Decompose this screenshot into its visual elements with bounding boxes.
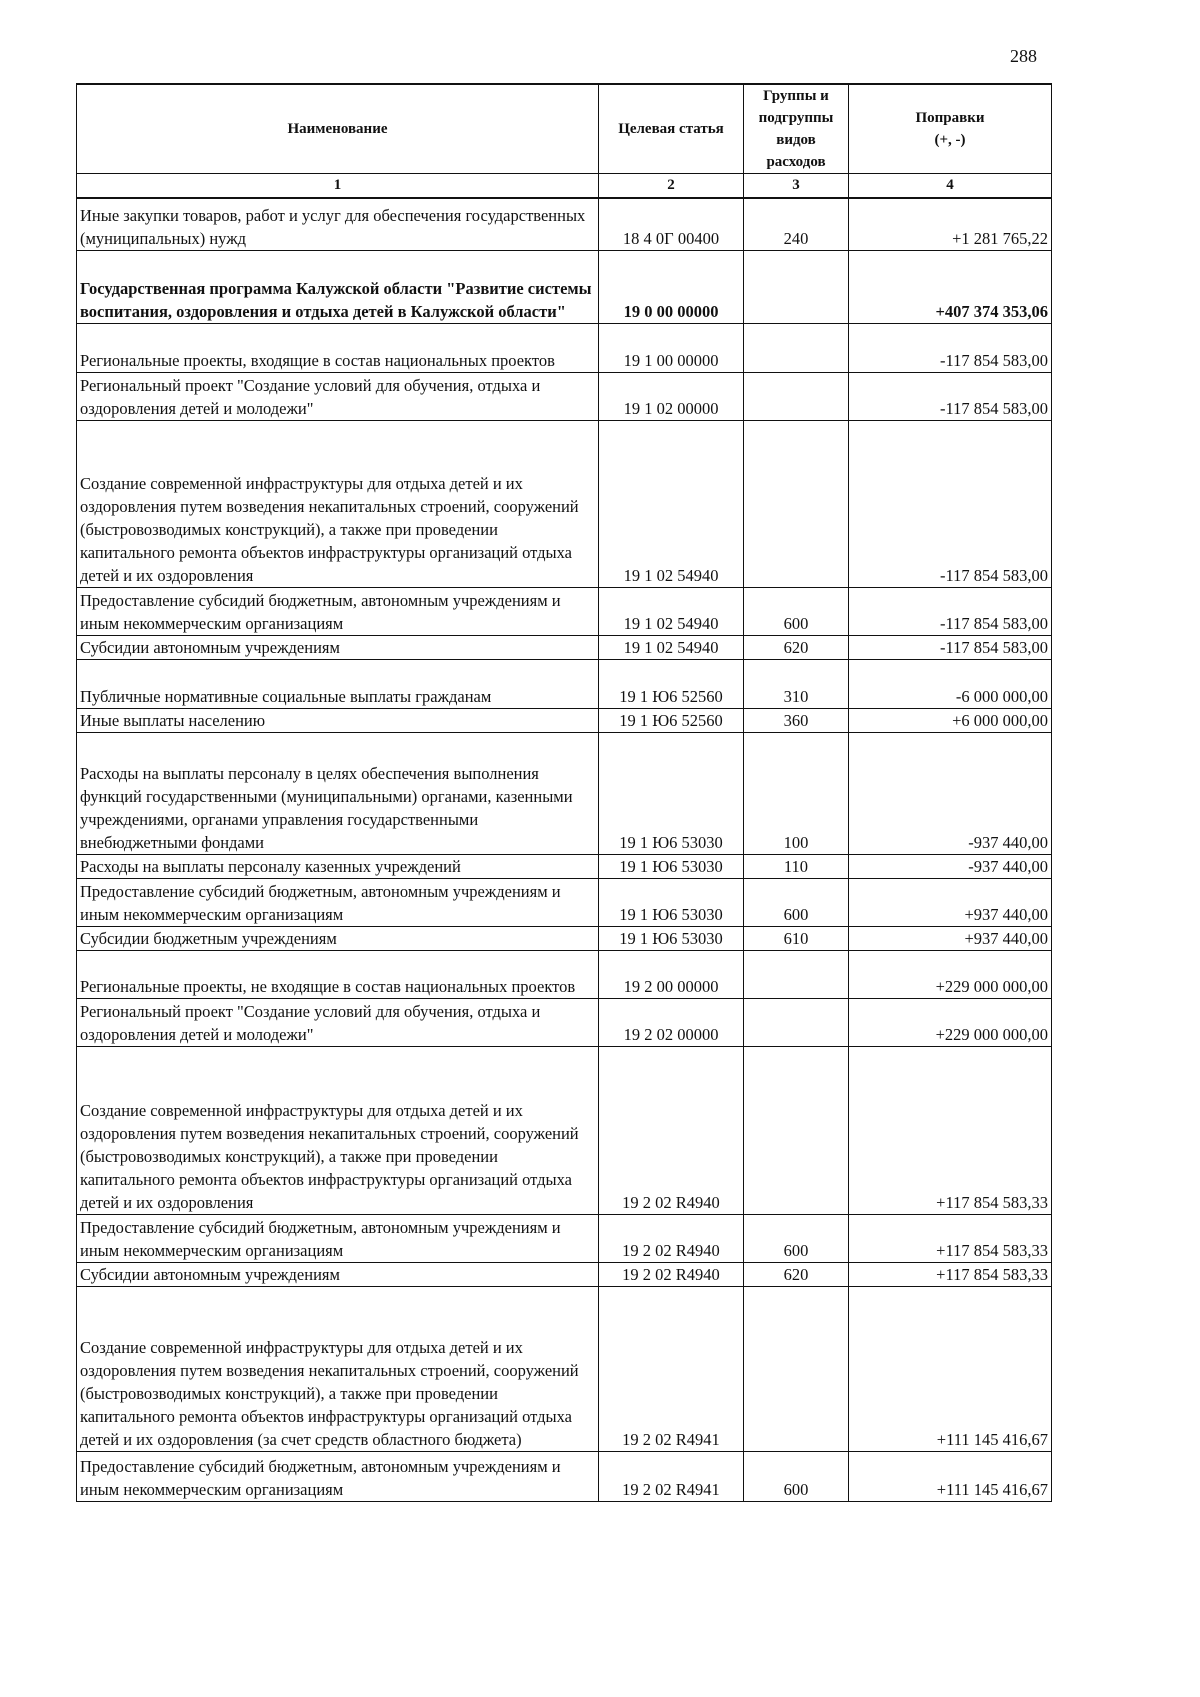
row-expense-group: 620 [744,635,849,659]
table-row [77,198,1052,250]
row-expense-group [744,250,849,323]
row-amount: -117 854 583,00 [849,323,1052,372]
column-number: 4 [849,174,1052,199]
table-row [77,998,1052,1046]
row-name: Региональный проект "Создание условий для обучения, отдыха и оздоровления детей и молодежи" [77,998,599,1046]
table-row [77,1262,1052,1286]
row-amount: +229 000 000,00 [849,998,1052,1046]
row-target-article: 19 1 Ю6 53030 [599,854,744,878]
row-target-article: 19 1 00 00000 [599,323,744,372]
row-name: Предоставление субсидий бюджетным, автономным учреждениям и иным некоммерческим организациям [77,878,599,926]
table-row [77,1286,1052,1451]
row-target-article: 19 1 Ю6 53030 [599,732,744,854]
row-name: Иные выплаты населению [77,708,599,732]
row-target-article: 19 0 00 00000 [599,250,744,323]
row-name: Предоставление субсидий бюджетным, автономным учреждениям и иным некоммерческим организациям [77,1451,599,1501]
table-row [77,587,1052,635]
row-amount: +117 854 583,33 [849,1214,1052,1262]
row-name: Предоставление субсидий бюджетным, автономным учреждениям и иным некоммерческим организациям [77,587,599,635]
row-expense-group: 360 [744,708,849,732]
row-name: Субсидии бюджетным учреждениям [77,926,599,950]
row-target-article: 19 1 02 54940 [599,587,744,635]
row-amount: -937 440,00 [849,854,1052,878]
row-name: Создание современной инфраструктуры для отдыха детей и их оздоровления путем возведения некапитальных строений, сооружений (быстровозводимых конструкций), а также при проведении капитального ремонта объектов инфраструктуры организаций отдыха детей и их оздоровления [77,420,599,587]
table-row [77,1046,1052,1214]
row-amount: +117 854 583,33 [849,1046,1052,1214]
row-target-article: 19 2 02 R4941 [599,1451,744,1501]
row-name: Субсидии автономным учреждениям [77,635,599,659]
row-expense-group [744,950,849,998]
table-row [77,950,1052,998]
header-name: Наименование [77,84,599,174]
row-amount: +407 374 353,06 [849,250,1052,323]
row-target-article: 19 1 02 54940 [599,635,744,659]
row-expense-group: 600 [744,878,849,926]
row-target-article: 19 1 02 00000 [599,372,744,420]
row-name: Публичные нормативные социальные выплаты гражданам [77,659,599,708]
row-target-article: 19 2 02 R4940 [599,1046,744,1214]
budget-amendments-table [76,83,1052,1502]
column-number: 2 [599,174,744,199]
row-name: Предоставление субсидий бюджетным, автономным учреждениям и иным некоммерческим организациям [77,1214,599,1262]
table-row [77,732,1052,854]
row-amount: +111 145 416,67 [849,1451,1052,1501]
row-expense-group [744,323,849,372]
row-target-article: 18 4 0Г 00400 [599,198,744,250]
row-expense-group: 600 [744,587,849,635]
table-header [77,84,1052,174]
row-name: Региональные проекты, входящие в состав национальных проектов [77,323,599,372]
table-row [77,635,1052,659]
row-expense-group: 600 [744,1214,849,1262]
row-expense-group [744,1046,849,1214]
table-row [77,420,1052,587]
row-target-article: 19 2 00 00000 [599,950,744,998]
row-amount: +6 000 000,00 [849,708,1052,732]
row-amount: -117 854 583,00 [849,635,1052,659]
row-target-article: 19 2 02 R4941 [599,1286,744,1451]
row-name: Региональный проект "Создание условий для обучения, отдыха и оздоровления детей и молодежи" [77,372,599,420]
row-name: Создание современной инфраструктуры для отдыха детей и их оздоровления путем возведения некапитальных строений, сооружений (быстровозводимых конструкций), а также при проведении капитального ремонта объектов инфраструктуры организаций отдыха детей и их оздоровления [77,1046,599,1214]
row-amount: +117 854 583,33 [849,1262,1052,1286]
table-row [77,878,1052,926]
row-name: Расходы на выплаты персоналу в целях обеспечения выполнения функций государственными (муниципальными) органами, казенными учреждениями, органами управления государственными внебюджетными фондами [77,732,599,854]
row-amount: -117 854 583,00 [849,420,1052,587]
table-row [77,372,1052,420]
row-target-article: 19 1 Ю6 53030 [599,878,744,926]
row-amount: +229 000 000,00 [849,950,1052,998]
row-amount: -937 440,00 [849,732,1052,854]
row-target-article: 19 1 Ю6 53030 [599,926,744,950]
table-row [77,1214,1052,1262]
row-name: Региональные проекты, не входящие в состав национальных проектов [77,950,599,998]
row-amount: -117 854 583,00 [849,372,1052,420]
row-amount: +1 281 765,22 [849,198,1052,250]
row-amount: +937 440,00 [849,926,1052,950]
row-expense-group: 240 [744,198,849,250]
row-target-article: 19 2 02 R4940 [599,1214,744,1262]
page-number: 288 [1010,46,1037,66]
table-row [77,1451,1052,1501]
row-target-article: 19 1 Ю6 52560 [599,659,744,708]
table-row [77,708,1052,732]
row-name: Государственная программа Калужской области "Развитие системы воспитания, оздоровления и отдыха детей в Калужской области" [77,250,599,323]
column-numbers-row [77,174,1052,199]
row-target-article: 19 1 Ю6 52560 [599,708,744,732]
table-row [77,659,1052,708]
row-amount: -117 854 583,00 [849,587,1052,635]
column-number: 1 [77,174,599,199]
table-row [77,854,1052,878]
row-expense-group [744,998,849,1046]
row-amount: -6 000 000,00 [849,659,1052,708]
table-row [77,323,1052,372]
row-expense-group: 600 [744,1451,849,1501]
row-expense-group: 610 [744,926,849,950]
row-target-article: 19 1 02 54940 [599,420,744,587]
row-expense-group: 310 [744,659,849,708]
row-expense-group [744,1286,849,1451]
row-target-article: 19 2 02 R4940 [599,1262,744,1286]
row-expense-group [744,372,849,420]
row-expense-group: 110 [744,854,849,878]
row-expense-group [744,420,849,587]
row-amount: +111 145 416,67 [849,1286,1052,1451]
header-expense-groups: Группы и подгруппы видов расходов [744,84,849,174]
header-target-article: Целевая статья [599,84,744,174]
table-row [77,926,1052,950]
row-amount: +937 440,00 [849,878,1052,926]
row-name: Создание современной инфраструктуры для отдыха детей и их оздоровления путем возведения некапитальных строений, сооружений (быстровозводимых конструкций), а также при проведении капитального ремонта объектов инфраструктуры организаций отдыха детей и их оздоровления (за счет средств областного бюджета) [77,1286,599,1451]
row-name: Иные закупки товаров, работ и услуг для обеспечения государственных (муниципальных) нужд [77,198,599,250]
table-row [77,250,1052,323]
row-name: Расходы на выплаты персоналу казенных учреждений [77,854,599,878]
row-target-article: 19 2 02 00000 [599,998,744,1046]
header-amendments: Поправки (+, -) [849,84,1052,174]
row-expense-group: 100 [744,732,849,854]
column-number: 3 [744,174,849,199]
row-name: Субсидии автономным учреждениям [77,1262,599,1286]
row-expense-group: 620 [744,1262,849,1286]
